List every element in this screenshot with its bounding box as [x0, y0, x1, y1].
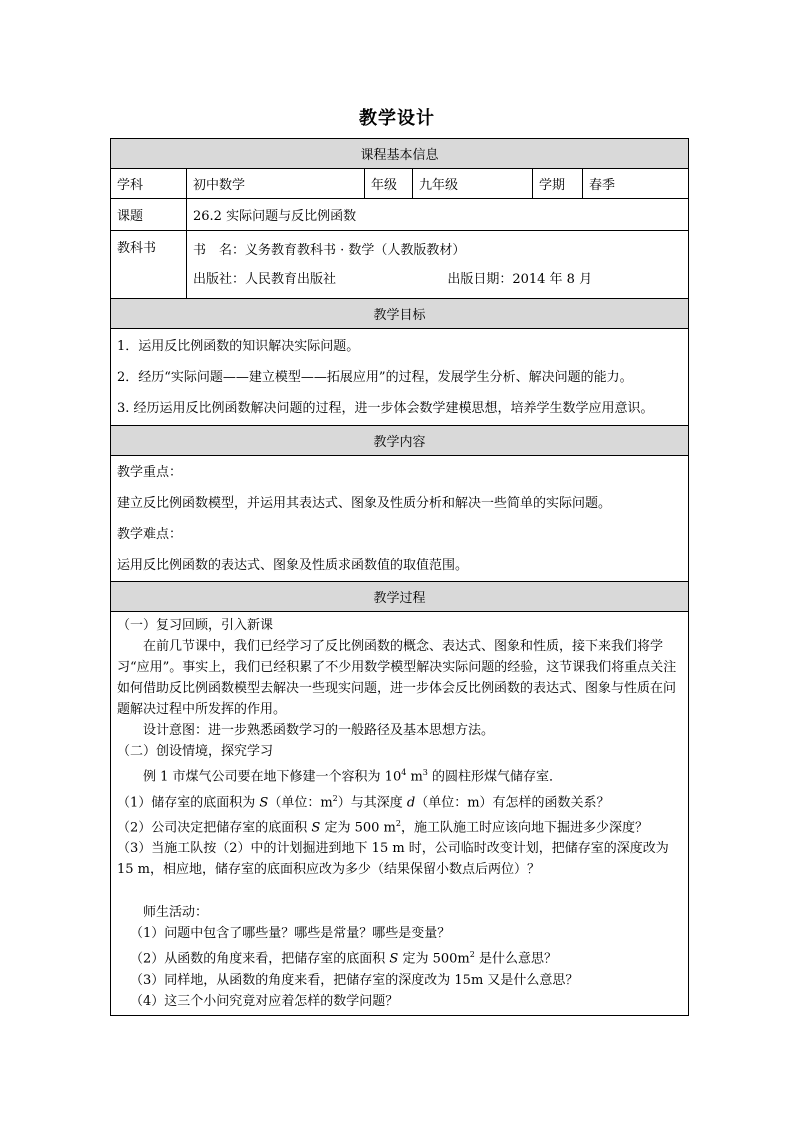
subject-value: 初中数学: [187, 169, 365, 199]
section-header-goals: 教学目标: [111, 299, 689, 329]
publish-date: 出版日期：2014 年 8 月: [447, 271, 593, 287]
term-label: 学期: [533, 169, 583, 199]
term-value: 春季: [583, 169, 689, 199]
difficult-point-text: 运用反比例函数的表达式、图象及性质求函数值的取值范围。: [117, 557, 469, 573]
goals-list: [111, 329, 689, 426]
section-header-content: 教学内容: [111, 426, 689, 456]
textbook-info: [187, 231, 689, 299]
activity-item: （3）同样地，从函数的角度来看，把储存室的深度改为 15m 又是什么意思？: [130, 972, 579, 988]
goal-item: 2．经历“实际问题——建立模型——拓展应用”的过程，发展学生分析、解决问题的能力。: [117, 369, 633, 385]
content-body: [111, 456, 689, 582]
activity-item: （2）从函数的角度来看，把储存室的底面积 S 定为 $500m^2$ 是什么意思？: [130, 950, 557, 967]
topic-value: 26.2 实际问题与反比例函数: [187, 199, 689, 231]
goal-item: 1．运用反比例函数的知识解决实际问题。: [117, 338, 360, 354]
part1-design-intent: 设计意图：进一步熟悉函数学习的一般路径及基本思想方法。: [143, 723, 495, 739]
book-name: 书 名：义务教育教科书 · 数学（人教版教材）: [193, 242, 466, 258]
topic-label: 课题: [111, 199, 187, 231]
document-title: 教学设计: [359, 108, 435, 129]
section-header-basic-info: 课程基本信息: [111, 139, 689, 169]
textbook-label: 教科书: [111, 231, 187, 299]
example-1: 例 1 市煤气公司要在地下修建一个容积为 $10^4$ $m^3$ 的圆柱形煤气储存室．: [143, 768, 563, 785]
lesson-plan-table: [110, 138, 689, 1016]
key-point-text: 建立反比例函数模型，并运用其表达式、图象及性质分析和解决一些简单的实际问题。: [117, 495, 612, 511]
section-header-process: 教学过程: [111, 582, 689, 612]
subject-label: 学科: [111, 169, 187, 199]
question-1: （1）储存室的底面积为 S（单位：$m^2$）与其深度 d（单位：m）有怎样的函数关系？: [117, 793, 610, 810]
process-body: [111, 612, 689, 1016]
part1-paragraph: 在前几节课中，我们已经学习了反比例函数的概念、表达式、图象和性质，接下来我们将学习“应用”。事实上，我们已经积累了不少用数学模型解决实际问题的经验，这节课我们将重点关注如何借助反比例函数模型去解决一些现实问题，进一步体会反比例函数的表达式、图象与性质在问题解决过程中所发挥的作用。: [117, 639, 677, 718]
grade-label: 年级: [365, 169, 413, 199]
question-3: （3）当施工队按（2）中的计划掘进到地下 15 m 时，公司临时改变计划，把储存室的深度改为 15 m，相应地，储存室的底面积应改为多少（结果保留小数点后两位）？: [117, 841, 669, 878]
activity-label: 师生活动：: [143, 905, 209, 921]
grade-value: 九年级: [413, 169, 533, 199]
goal-item: 3. 经历运用反比例函数解决问题的过程，进一步体会数学建模思想，培养学生数学应用意识。: [117, 400, 654, 416]
activity-item: （4）这三个小问究竟对应着怎样的数学问题？: [130, 993, 399, 1009]
difficult-point-label: 教学难点：: [117, 526, 183, 542]
question-2: （2）公司决定把储存室的底面积 S 定为 500 $m^2$，施工队施工时应该向地下掘进多少深度？: [117, 819, 648, 836]
activity-item: （1）问题中包含了哪些量？哪些是常量？哪些是变量？: [130, 926, 451, 942]
part1-title: （一）复习回顾，引入新课: [117, 618, 274, 634]
publisher: 出版社：人民教育出版社: [193, 271, 337, 287]
key-point-label: 教学重点：: [117, 464, 183, 480]
part2-title: （二）创设情境，探究学习: [117, 744, 274, 760]
